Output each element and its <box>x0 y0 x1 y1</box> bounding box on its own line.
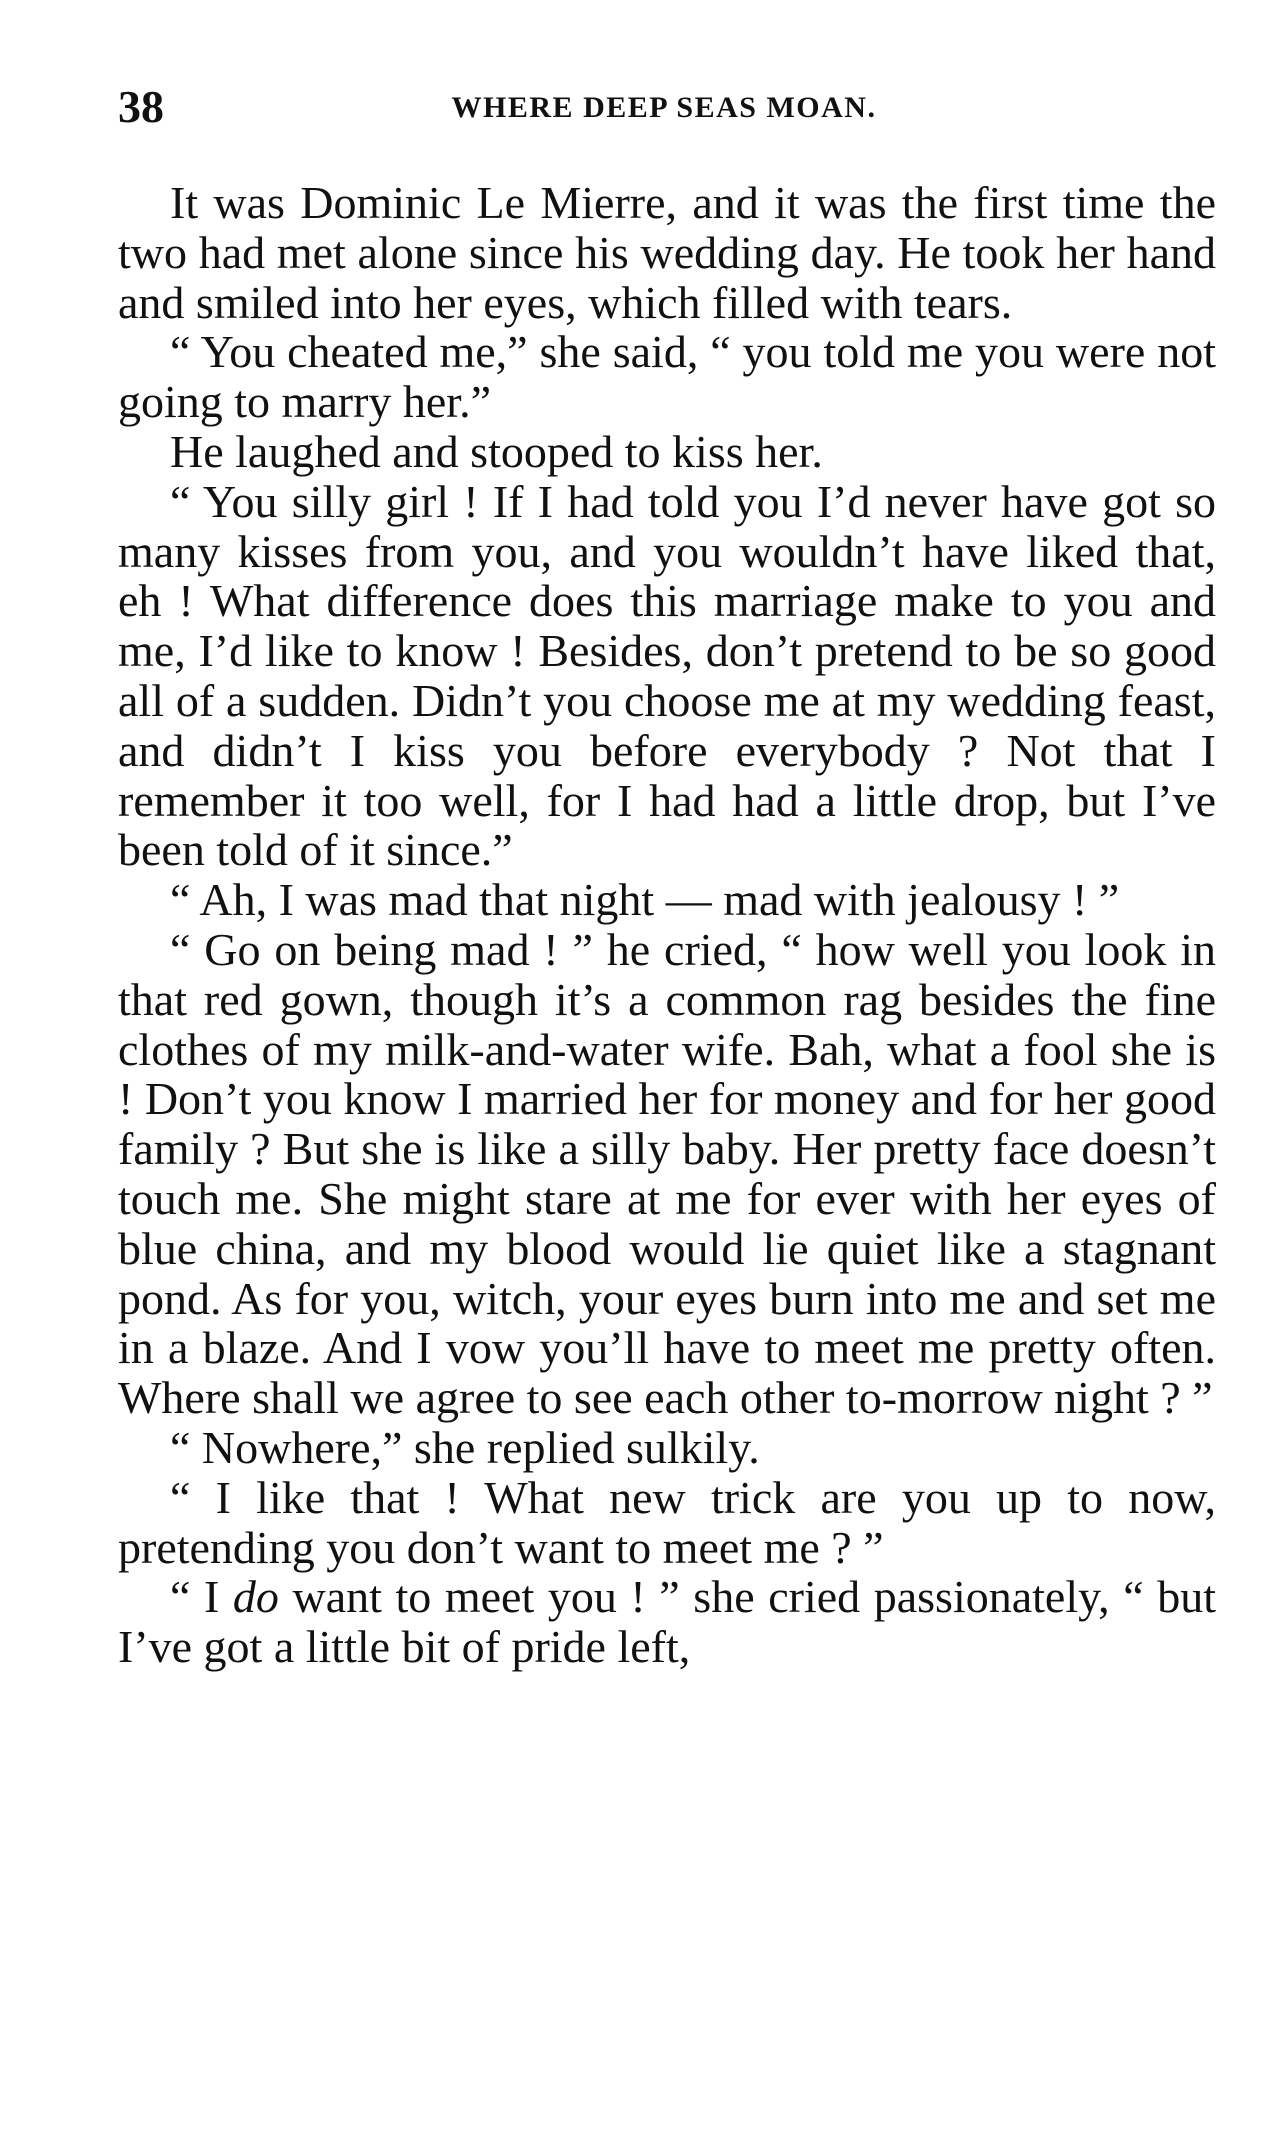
paragraph: “ Go on being mad ! ” he cried, “ how well you look in that red gown, though it’s a common rag besides the fine clothes of my milk-and-water wife. Bah, what a fool she is ! Don’t you know I married her for money and for her good family ? But she is like a silly baby. Her pretty face doesn’t touch me. She might stare at me for ever with her eyes of blue china, and my blood would lie quiet like a stagnant pond. As for you, witch, your eyes burn into me and set me in a blaze. And I vow you’ll have to meet me pretty often. Where shall we agree to see each other to-morrow night ? ” <box>118 923 1216 1424</box>
running-head <box>118 82 1210 132</box>
last-paragraph <box>118 1572 1216 1672</box>
last-paragraph-start: “ I <box>170 1571 233 1623</box>
paragraph: “ You cheated me,” she said, “ you told me you were not going to marry her.” <box>118 326 1216 428</box>
body-text <box>118 178 1216 1672</box>
paragraph: “ Nowhere,” she replied sulkily. <box>170 1421 760 1473</box>
paragraph: It was Dominic Le Mierre, and it was the first time the two had met alone since his wedding day. He took her hand and smiled into her eyes, which filled with tears. <box>118 177 1216 328</box>
paragraph: “ Ah, I was mad that night — mad with jealousy ! ” <box>170 874 1120 926</box>
emphasized-word: do <box>232 1571 279 1623</box>
last-paragraph-rest: want to meet you ! ” she cried passionately, “ but I’ve got a little bit of pride left, <box>118 1571 1216 1673</box>
paragraph: He laughed and stooped to kiss her. <box>170 425 823 477</box>
page-number: 38 <box>118 81 164 132</box>
book-title: WHERE DEEP SEAS MOAN. <box>451 91 877 124</box>
paragraph: “ You silly girl ! If I had told you I’d never have got so many kisses from you, and you wouldn’t have liked that, eh ! What difference does this marriage make to you and me, I’d like to know ! Besides, don’t pretend to be so good all of a sudden. Didn’t you choose me at my wedding feast, and didn’t I kiss you before everybody ? Not that I remember it too well, for I had had a little drop, but I’ve been told of it since.” <box>118 475 1216 876</box>
paragraph: “ I like that ! What new trick are you up to now, pretending you don’t want to meet me ? ” <box>118 1471 1216 1573</box>
